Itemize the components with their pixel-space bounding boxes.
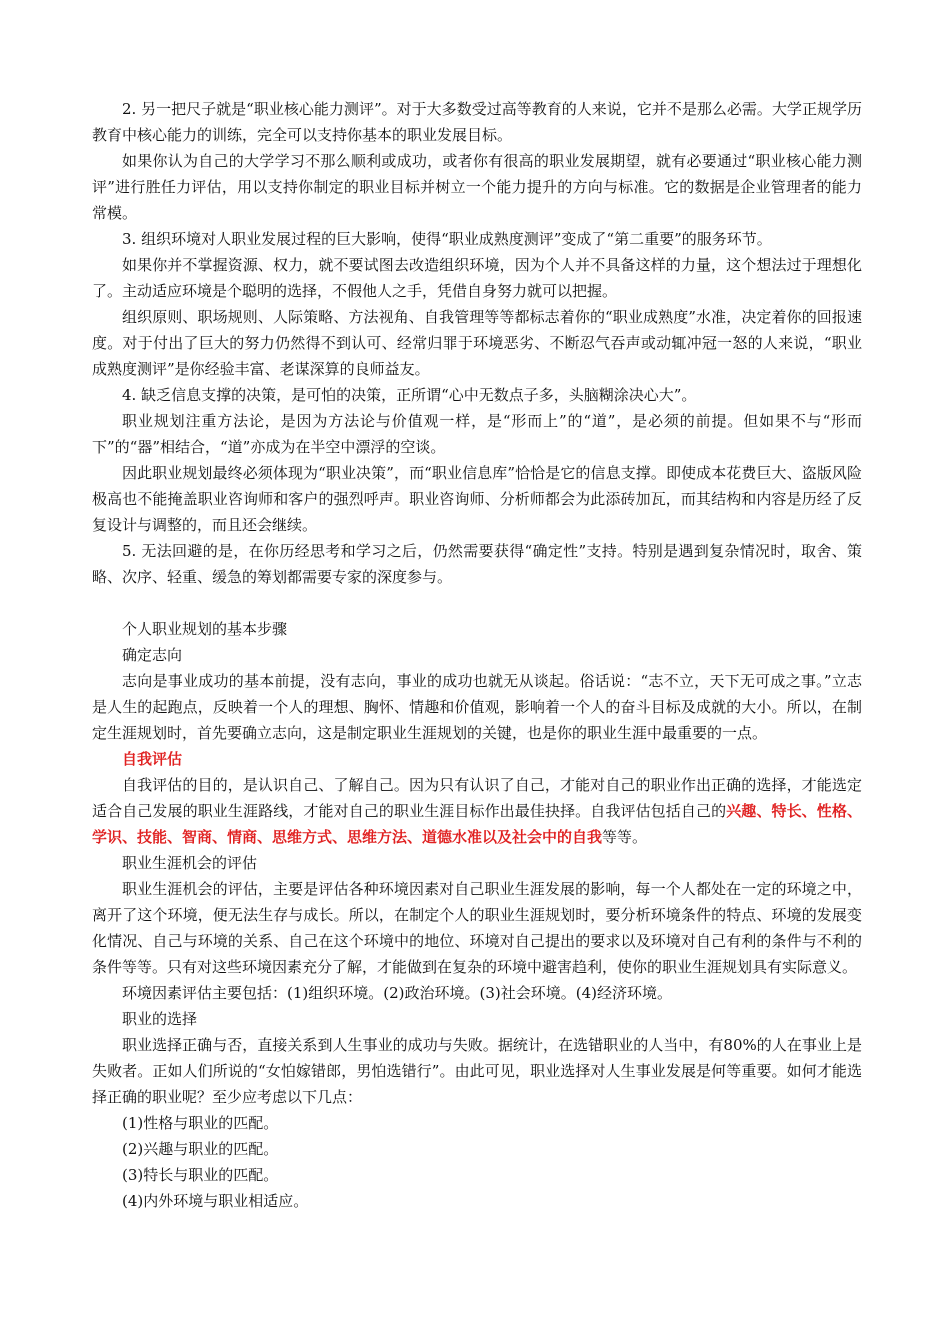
section-title: 个人职业规划的基本步骤	[122, 620, 288, 638]
paragraph: 组织原则、职场规则、人际策略、方法视角、自我管理等等都标志着你的“职业成熟度”水准，决定着你的回报速度。对于付出了巨大的努力仍然得不到认可、经常归罪于环境恶劣、不断忍气吞声或动辄冲冠一怒的人来说，“职业成熟度测评”是你经验丰富、老谋深算的良师益友。	[92, 308, 862, 378]
heading-jihui: 职业生涯机会的评估	[122, 854, 258, 872]
ziwo-emphasis: 兴趣、特长、性格、学识、技能、智商、情商、思维方式、思维方法、道德水准以及社会中的自我	[92, 802, 862, 846]
list-item: (1)性格与职业的匹配。	[122, 1114, 279, 1132]
list-item: (2)兴趣与职业的匹配。	[122, 1140, 279, 1158]
paragraph: 5. 无法回避的是，在你历经思考和学习之后，仍然需要获得“确定性”支持。特别是遇到复杂情况时，取舍、策略、次序、轻重、缓急的筹划都需要专家的深度参与。	[92, 542, 862, 586]
ziwo-text-b: 等等。	[602, 828, 648, 846]
paragraph: 因此职业规划最终必须体现为“职业决策”，而“职业信息库”恰恰是它的信息支撑。即使成本花费巨大、盗版风险极高也不能掩盖职业咨询师和客户的强烈呼声。职业咨询师、分析师都会为此添砖加瓦，而其结构和内容是历经了反复设计与调整的，而且还会继续。	[92, 464, 862, 534]
paragraph: 3. 组织环境对人职业发展过程的巨大影响，使得“职业成熟度测评”变成了“第二重要”的服务环节。	[122, 230, 772, 248]
paragraph-zhixiang: 志向是事业成功的基本前提，没有志向，事业的成功也就无从谈起。俗话说：“志不立，天下无可成之事。”立志是人生的起跑点，反映着一个人的理想、胸怀、情趣和价值观，影响着一个人的奋斗目标及成就的大小。所以，在制定生涯规划时，首先要确立志向，这是制定职业生涯规划的关键，也是你的职业生涯中最重要的一点。	[92, 672, 862, 742]
paragraph: 4. 缺乏信息支撑的决策，是可怕的决策，正所谓“心中无数点子多，头脑糊涂决心大”。	[122, 386, 697, 404]
document-page	[92, 96, 862, 1214]
paragraph: 2. 另一把尺子就是“职业核心能力测评”。对于大多数受过高等教育的人来说，它并不是那么必需。大学正规学历教育中核心能力的训练，完全可以支持你基本的职业发展目标。	[92, 100, 862, 144]
paragraph: 如果你认为自己的大学学习不那么顺利或成功，或者你有很高的职业发展期望，就有必要通过“职业核心能力测评”进行胜任力评估，用以支持你制定的职业目标并树立一个能力提升的方向与标准。它的数据是企业管理者的能力常模。	[92, 152, 862, 222]
paragraph-xuanze: 职业选择正确与否，直接关系到人生事业的成功与失败。据统计，在选错职业的人当中，有80%的人在事业上是失败者。正如人们所说的“女怕嫁错郎，男怕选错行”。由此可见，职业选择对人生事业发展是何等重要。如何才能选择正确的职业呢？至少应考虑以下几点：	[92, 1036, 862, 1106]
paragraph: 职业规划注重方法论，是因为方法论与价值观一样，是“形而上”的“道”，是必须的前提。但如果不与“形而下”的“器”相结合，“道”亦成为在半空中漂浮的空谈。	[92, 412, 862, 456]
ziwo-text-a: 自我评估的目的，是认识自己、了解自己。因为只有认识了自己，才能对自己的职业作出正确的选择，才能选定适合自己发展的职业生涯路线，才能对自己的职业生涯目标作出最佳抉择。自我评估包括自己的	[92, 776, 862, 820]
list-item: (3)特长与职业的匹配。	[122, 1166, 279, 1184]
blank-line	[92, 590, 862, 616]
paragraph-huanjing: 环境因素评估主要包括：(1)组织环境。(2)政治环境。(3)社会环境。(4)经济环境。	[122, 984, 672, 1002]
heading-zhixiang: 确定志向	[122, 646, 183, 664]
paragraph: 如果你并不掌握资源、权力，就不要试图去改造组织环境，因为个人并不具备这样的力量，这个想法过于理想化了。主动适应环境是个聪明的选择，不假他人之手，凭借自身努力就可以把握。	[92, 256, 862, 300]
heading-ziwo: 自我评估	[122, 750, 183, 768]
list-item: (4)内外环境与职业相适应。	[122, 1192, 309, 1210]
paragraph-ziwo	[92, 772, 862, 850]
heading-xuanze: 职业的选择	[122, 1010, 198, 1028]
paragraph-jihui: 职业生涯机会的评估，主要是评估各种环境因素对自己职业生涯发展的影响，每一个人都处在一定的环境之中，离开了这个环境，便无法生存与成长。所以，在制定个人的职业生涯规划时，要分析环境条件的特点、环境的发展变化情况、自己与环境的关系、自己在这个环境中的地位、环境对自己提出的要求以及环境对自己有利的条件与不利的条件等等。只有对这些环境因素充分了解，才能做到在复杂的环境中避害趋利，使你的职业生涯规划具有实际意义。	[92, 880, 862, 976]
